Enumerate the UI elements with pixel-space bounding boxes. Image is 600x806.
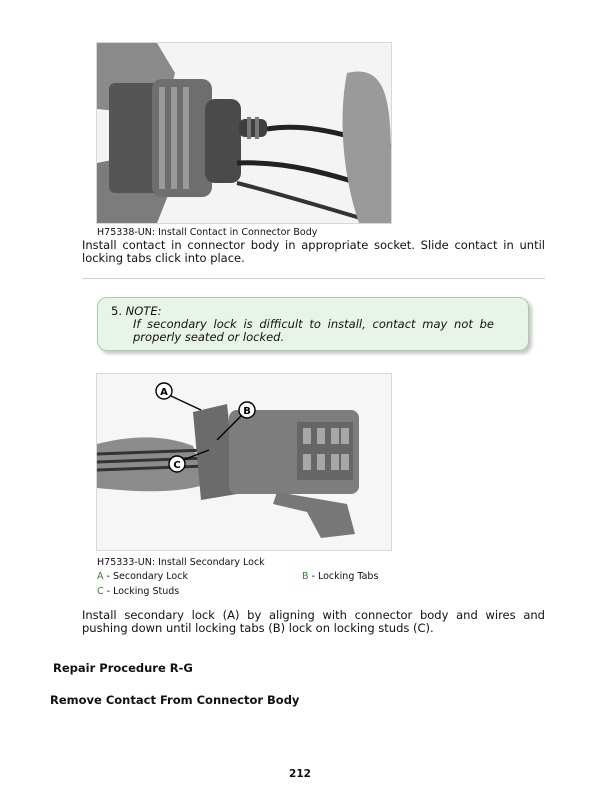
legend-item-a <box>97 571 188 582</box>
legend-item-b <box>302 571 378 582</box>
legend-label: - Locking Tabs <box>308 571 379 582</box>
legend-key: A <box>97 571 104 582</box>
legend-key: C <box>97 586 104 597</box>
note-label: NOTE: <box>125 304 162 318</box>
svg-text:B: B <box>243 406 251 417</box>
callout-c <box>169 456 185 472</box>
callout-a <box>156 383 172 399</box>
paragraph-install-secondary-lock: Install secondary lock (A) by aligning with connector body and wires and pushing down until locking tabs (B) lock on locking studs (C). <box>82 608 545 635</box>
legend-item-c <box>97 586 179 597</box>
callout-b <box>239 402 255 418</box>
figure-2-caption: H75333-UN: Install Secondary Lock <box>97 557 265 568</box>
page-number: 212 <box>289 768 311 780</box>
note-number: 5. <box>111 304 122 318</box>
svg-text:C: C <box>173 460 181 471</box>
figure-1-caption: H75338-UN: Install Contact in Connector Body <box>97 227 318 238</box>
legend-key: B <box>302 571 309 582</box>
note-box <box>97 297 529 351</box>
section-divider <box>82 278 545 279</box>
paragraph-install-contact: Install contact in connector body in appropriate socket. Slide contact in until locking tabs click into place. <box>82 238 545 265</box>
figure-2-photo <box>96 373 392 551</box>
svg-text:A: A <box>160 387 168 398</box>
legend-label: - Secondary Lock <box>103 571 188 582</box>
heading-repair-procedure: Repair Procedure R-G <box>53 661 193 675</box>
heading-remove-contact: Remove Contact From Connector Body <box>50 693 300 707</box>
figure-1-photo <box>96 42 392 224</box>
secondary-lock-illustration <box>97 374 391 550</box>
note-text: If secondary lock is difficult to install, contact may not be properly seated or locked. <box>133 317 494 344</box>
connector-contact-illustration <box>97 43 391 223</box>
legend-label: - Locking Studs <box>103 586 180 597</box>
